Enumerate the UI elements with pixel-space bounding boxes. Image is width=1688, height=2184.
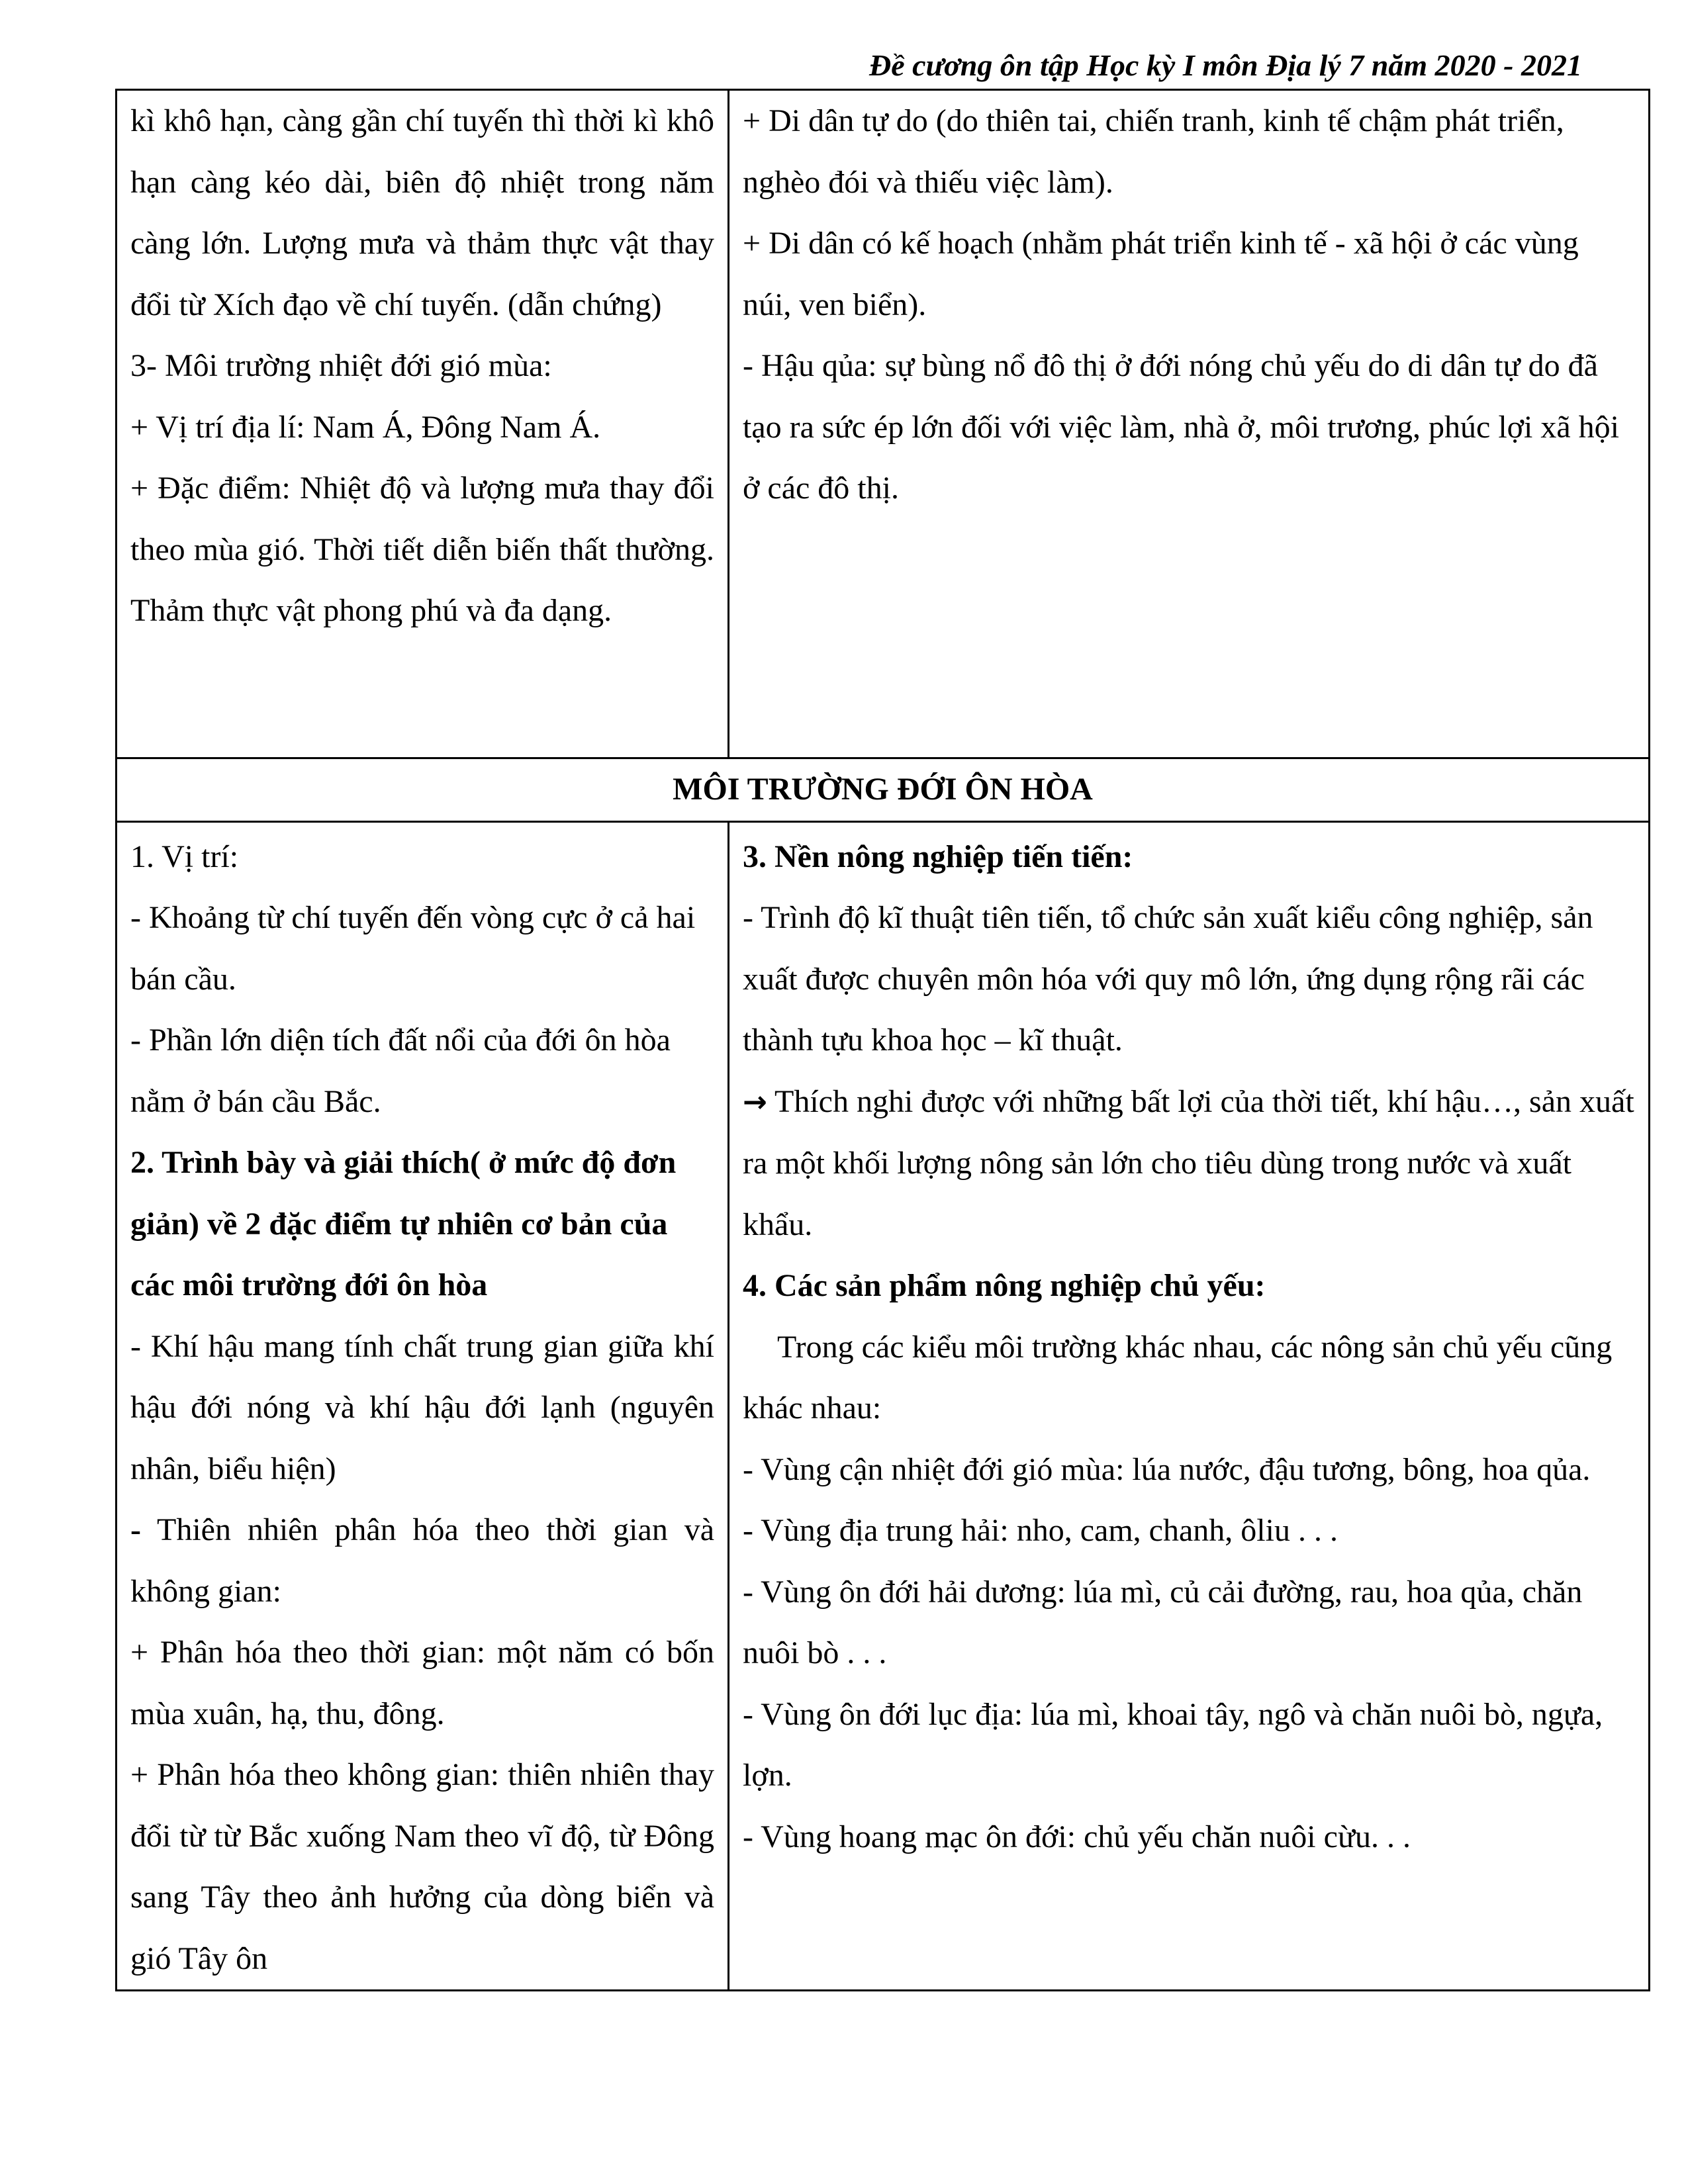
document-header: Đề cương ôn tập Học kỳ I môn Địa lý 7 năm 2020 - 2021 <box>868 48 1582 82</box>
paragraph: + Đặc điểm: Nhiệt độ và lượng mưa thay đổi theo mùa gió. Thời tiết diễn biến thất thường. Thảm thực vật phong phú và đa dạng. <box>130 471 714 628</box>
paragraph: - Vùng địa trung hải: nho, cam, chanh, ôliu . . . <box>743 1513 1338 1548</box>
paragraph-text: Thích nghi được với những bất lợi của thời tiết, khí hậu…, sản xuất ra một khối lượng nông sản lớn cho tiêu dùng trong nước và xuất khẩu. <box>743 1083 1634 1242</box>
dash: - <box>130 1512 141 1547</box>
heading: 4. Các sản phẩm nông nghiệp chủ yếu: <box>743 1268 1266 1303</box>
content-table <box>115 89 1650 1991</box>
paragraph: - Vùng cận nhiệt đới gió mùa: lúa nước, đậu tương, bông, hoa qủa. <box>743 1451 1591 1487</box>
paragraph-text: Thiên nhiên phân hóa theo thời gian và không gian: <box>130 1512 714 1609</box>
paragraph: + Phân hóa theo không gian: thiên nhiên thay đổi từ từ Bắc xuống Nam theo vĩ độ, từ Đông sang Tây theo ảnh hưởng của dòng biển và gió Tây ôn <box>130 1757 714 1976</box>
paragraph: + Vị trí địa lí: Nam Á, Đông Nam Á. <box>130 409 601 445</box>
paragraph: - Hậu qủa: sự bùng nổ đô thị ở đới nóng chủ yếu do di dân tự do đã tạo ra sức ép lớn đối với việc làm, nhà ở, môi trương, phúc lợi xã hội ở các đô thị. <box>743 348 1620 506</box>
heading: 2. Trình bày và giải thích( ở mức độ đơn giản) về 2 đặc điểm tự nhiên cơ bản của các môi trường đới ôn hòa <box>130 1145 677 1302</box>
paragraph: 3- Môi trường nhiệt đới gió mùa: <box>130 348 552 383</box>
paragraph: - Khoảng từ chí tuyến đến vòng cực ở cả hai bán cầu. <box>130 900 696 997</box>
paragraph: - Trình độ kĩ thuật tiên tiến, tổ chức sản xuất kiểu công nghiệp, sản xuất được chuyên môn hóa với quy mô lớn, ứng dụng rộng rãi các thành tựu khoa học – kĩ thuật. <box>743 900 1593 1058</box>
paragraph: + Phân hóa theo thời gian: một năm có bốn mùa xuân, hạ, thu, đông. <box>130 1635 714 1731</box>
heading: 3. Nền nông nghiệp tiến tiến: <box>743 839 1133 874</box>
paragraph: Trong các kiểu môi trường khác nhau, các nông sản chủ yếu cũng khác nhau: <box>743 1329 1613 1426</box>
paragraph: 1. Vị trí: <box>130 839 239 874</box>
paragraph: + Di dân tự do (do thiên tai, chiến tranh, kinh tế chậm phát triển, nghèo đói và thiếu việc làm). <box>743 103 1564 200</box>
migration-cell <box>729 90 1650 758</box>
temperate-agriculture-cell <box>729 821 1650 1991</box>
paragraph: - Vùng ôn đới hải dương: lúa mì, củ cải đường, rau, hoa qủa, chăn nuôi bò . . . <box>743 1574 1583 1670</box>
tropical-climate-cell <box>117 90 729 758</box>
paragraph: - Phần lớn diện tích đất nổi của đới ôn hòa nằm ở bán cầu Bắc. <box>130 1023 671 1119</box>
section-title-row <box>117 758 1650 822</box>
paragraph: - Khí hậu mang tính chất trung gian giữa khí hậu đới nóng và khí hậu đới lạnh (nguyên nhân, biểu hiện) <box>130 1328 714 1486</box>
paragraph: - Vùng ôn đới lục địa: lúa mì, khoai tây, ngô và chăn nuôi bò, ngựa, lợn. <box>743 1696 1603 1793</box>
paragraph: - Vùng hoang mạc ôn đới: chủ yếu chăn nuôi cừu. . . <box>743 1819 1411 1854</box>
right-arrow-icon: → <box>743 1085 767 1119</box>
paragraph: kì khô hạn, càng gần chí tuyến thì thời kì khô hạn càng kéo dài, biên độ nhiệt trong năm càng lớn. Lượng mưa và thảm thực vật thay đổi từ Xích đạo về chí tuyến. (dẫn chứng) <box>130 103 714 322</box>
paragraph <box>130 1500 714 1622</box>
section-title: MÔI TRƯỜNG ĐỚI ÔN HÒA <box>117 758 1650 822</box>
temperate-nature-cell <box>117 821 729 1991</box>
paragraph <box>743 1071 1635 1256</box>
table-row <box>117 90 1650 758</box>
paragraph: + Di dân có kế hoạch (nhằm phát triển kinh tế - xã hội ở các vùng núi, ven biển). <box>743 226 1579 322</box>
table-row <box>117 821 1650 1991</box>
